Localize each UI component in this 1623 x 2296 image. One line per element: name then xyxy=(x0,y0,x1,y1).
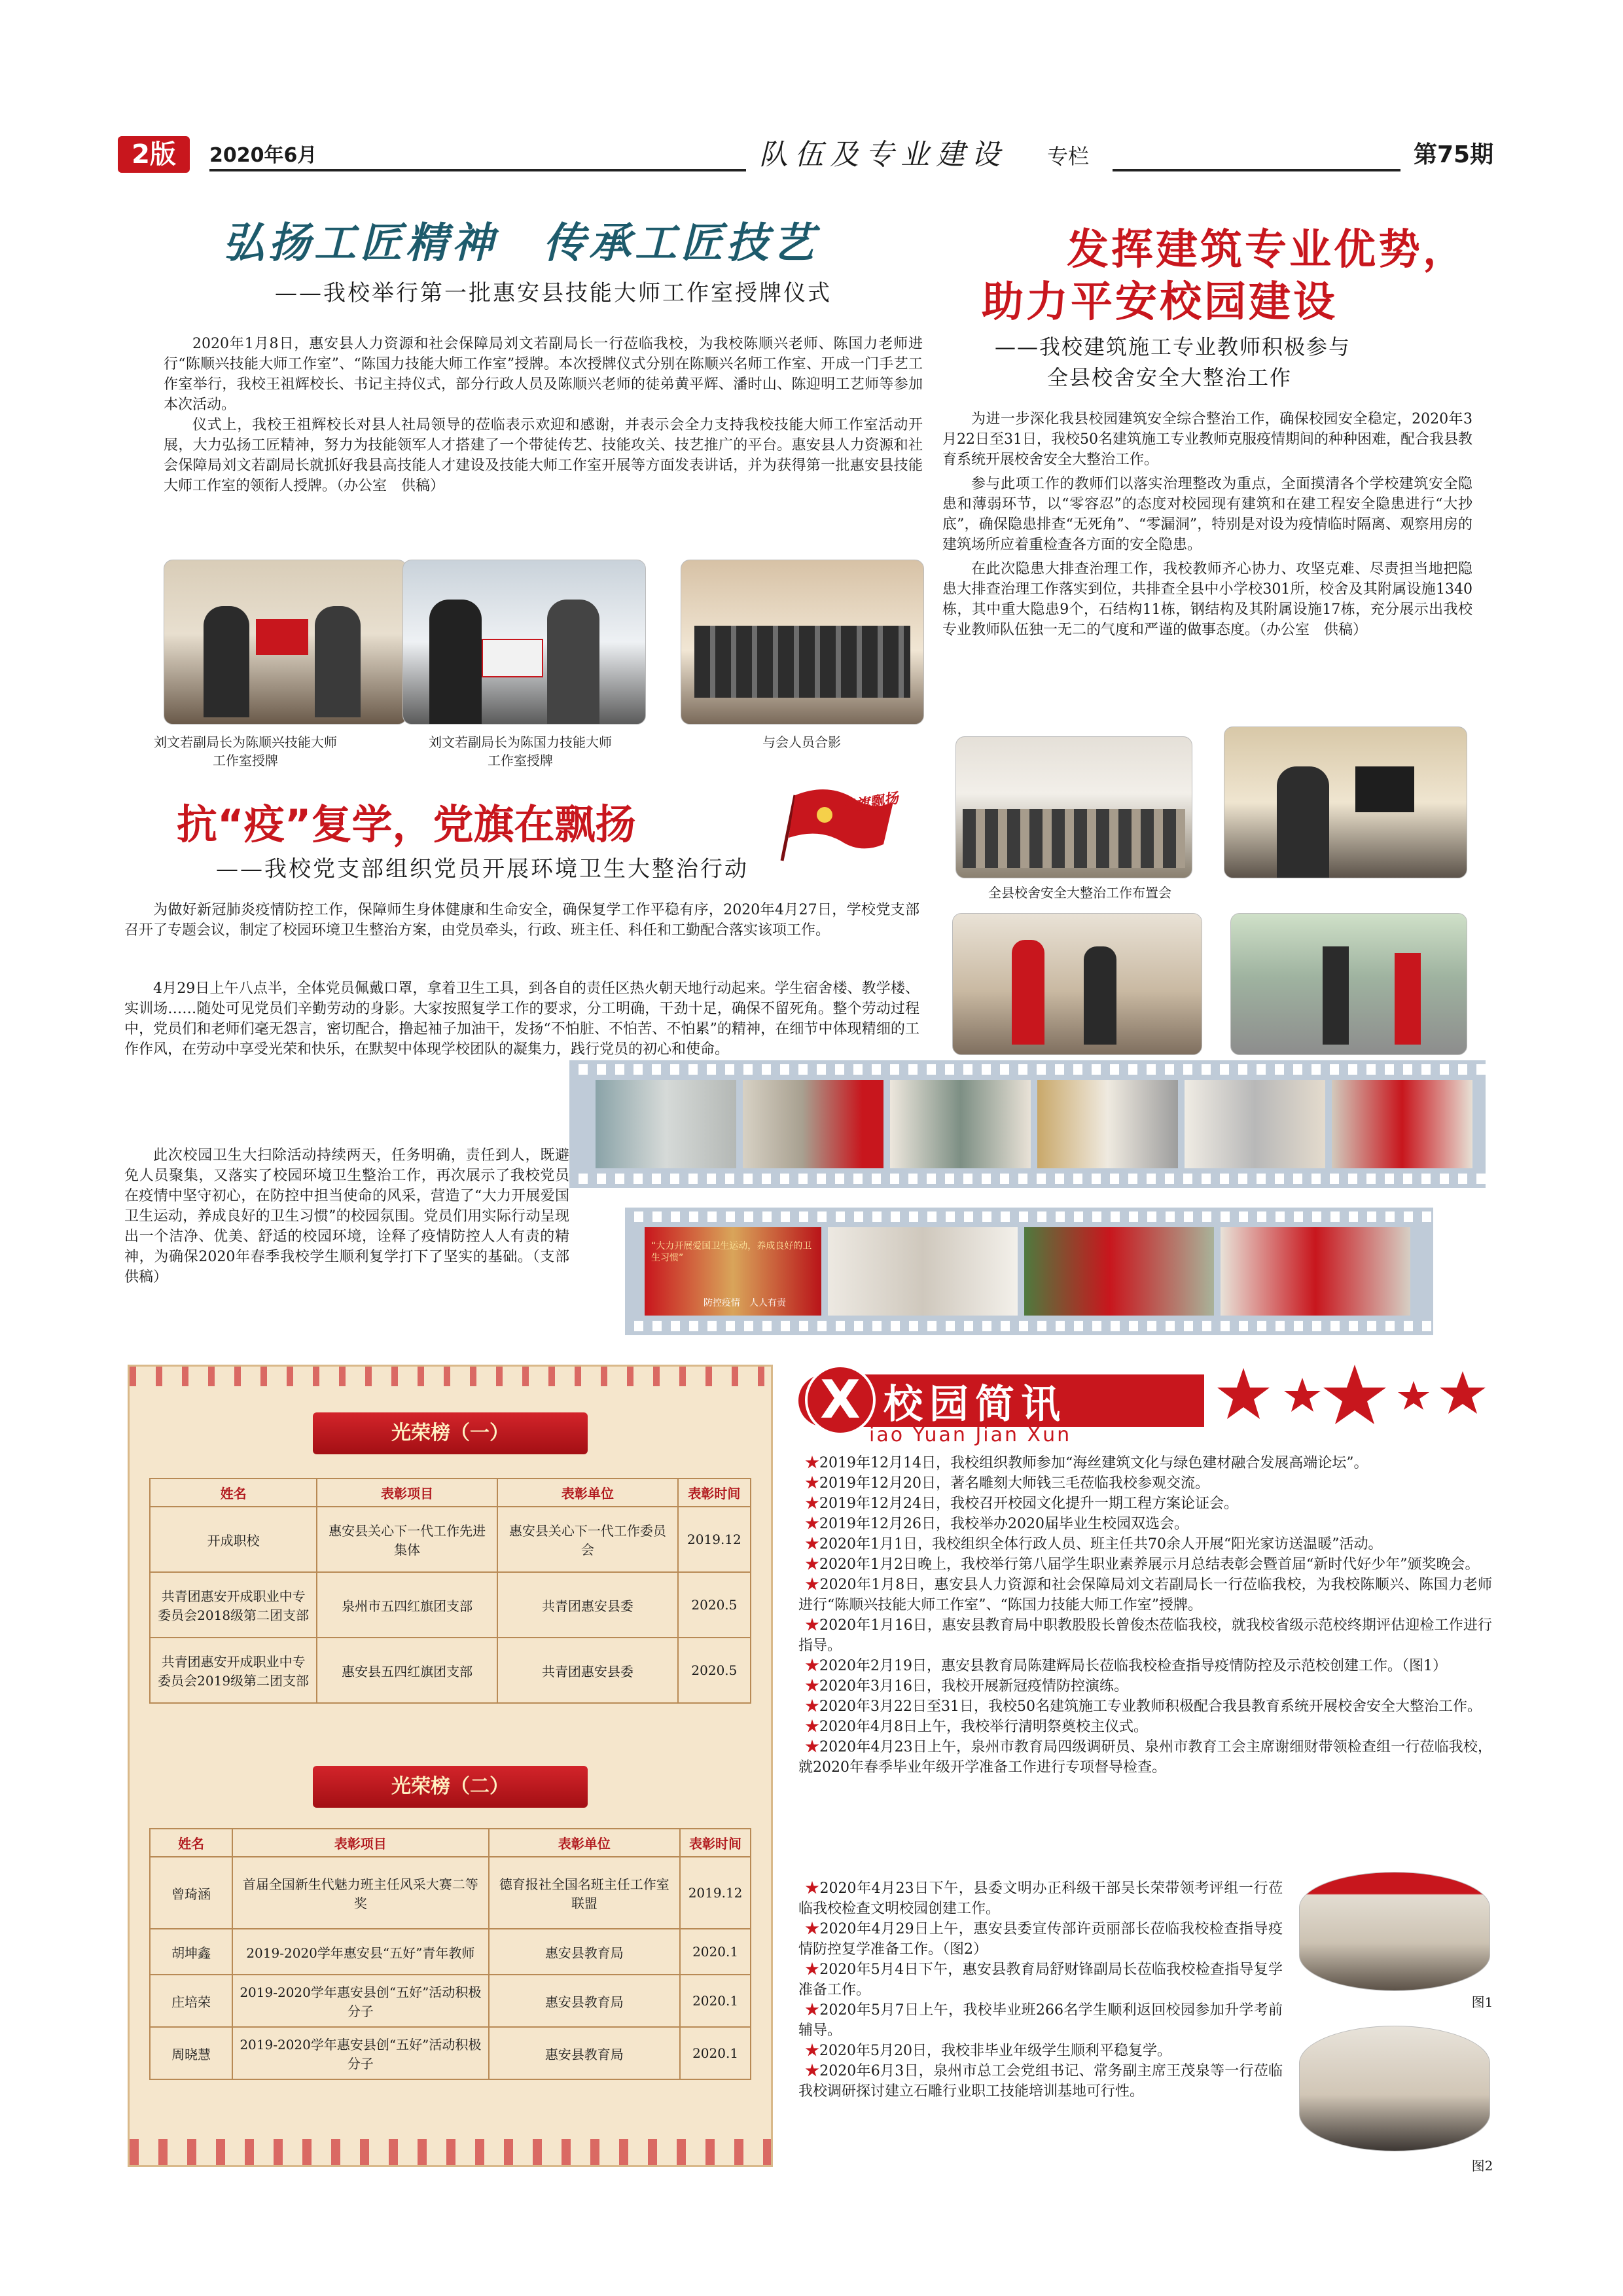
film-frame xyxy=(1185,1080,1325,1168)
figure-label: 图2 xyxy=(1471,2158,1493,2174)
honor-table-2 xyxy=(149,1828,751,2080)
star-icon: ★ xyxy=(805,1739,820,1755)
film-strip-2 xyxy=(625,1208,1433,1335)
article2-body xyxy=(942,409,1472,640)
cell: 德育报社全国名班主任工作室联盟 xyxy=(489,1857,681,1929)
star-icon: ★ xyxy=(805,2063,820,2079)
photo-site-inspection-1 xyxy=(952,913,1202,1055)
cell: 胡坤鑫 xyxy=(150,1929,232,1975)
news-logo-letter: X xyxy=(805,1365,876,1435)
cell: 惠安县教育局 xyxy=(489,1929,681,1975)
cell: 惠安县关心下一代工作先进集体 xyxy=(317,1507,497,1572)
article3-body-top xyxy=(124,900,919,941)
article3-body-col xyxy=(124,978,919,1060)
honor-ribbon-1: 光荣榜（一） xyxy=(313,1412,588,1454)
cell: 2020.1 xyxy=(680,1929,751,1975)
news-item: ★2020年1月1日，我校组织全体行政人员、班主任共70余人开展“阳光家访送温暖”活动。 xyxy=(805,1536,1383,1552)
news-item: ★2020年5月20日，我校非毕业年级学生顺利平稳复学。 xyxy=(805,2043,1171,2059)
issue-number: 第75期 xyxy=(1414,141,1494,168)
col-header: 姓名 xyxy=(150,1829,232,1857)
article2-subtitle-line1: ——我校建筑施工专业教师积极参与 xyxy=(995,334,1351,359)
cell: 庄培荣 xyxy=(150,1975,232,2027)
caption: 刘文若副局长为陈顺兴技能大师工作室授牌 xyxy=(154,734,337,768)
news-pinyin: iao Yuan Jian Xun xyxy=(869,1424,1072,1446)
cell: 2019-2020学年惠安县创“五好”活动积极分子 xyxy=(232,2027,488,2079)
star-icon: ★ xyxy=(805,1577,820,1593)
film-frame xyxy=(890,1080,1031,1168)
stars-decoration xyxy=(130,1367,771,1386)
star-icon: ★ xyxy=(805,1475,820,1492)
star-icon: ★ xyxy=(805,1880,820,1897)
cell: 2020.5 xyxy=(678,1572,751,1638)
cell: 惠安县关心下一代工作委员会 xyxy=(497,1507,678,1572)
banner-slogan: 防控疫情 人人有责 xyxy=(704,1298,786,1308)
cell: 惠安县教育局 xyxy=(489,2027,681,2079)
honor-ribbon-2: 光荣榜（二） xyxy=(313,1766,588,1808)
article2-subtitle-line2: 全县校舍安全大整治工作 xyxy=(1047,365,1293,390)
photo-chen-guoli-award xyxy=(402,560,646,725)
paragraph: 2020年1月8日，惠安县人力资源和社会保障局刘文若副局长一行莅临我校，为我校陈顺兴老师、陈国力老师进行“陈顺兴技能大师工作室”、“陈国力技能大师工作室”授牌。本次授牌仪式分别在陈顺兴名师工作室、开成一门手艺工作室举行，我校王祖辉校长、书记主持仪式，部分行政人员及陈顺兴老师的徒弟黄平辉、潘时山、陈迎明工艺师等参加本次活动。 xyxy=(164,336,923,413)
cell: 2019.12 xyxy=(678,1507,751,1572)
news-item: ★2019年12月20日，著名雕刻大师钱三毛莅临我校参观交流。 xyxy=(805,1475,1209,1492)
col-header: 表彰时间 xyxy=(680,1829,751,1857)
film-frame xyxy=(645,1227,821,1316)
star-icon: ★ xyxy=(805,2002,820,2018)
caption: 刘文若副局长为陈国力技能大师工作室授牌 xyxy=(429,734,612,768)
news-item: ★2020年3月16日，我校开展新冠疫情防控演练。 xyxy=(805,1678,1128,1695)
news-header xyxy=(798,1361,1505,1446)
news-item: ★2020年3月22日至31日，我校50名建筑施工专业教师积极配合我县教育系统开展校舍安全大整治工作。 xyxy=(805,1698,1482,1715)
edition-badge: 2版 xyxy=(118,136,190,173)
caption: 与会人员合影 xyxy=(762,734,841,750)
cell: 惠安县五四红旗团支部 xyxy=(317,1638,497,1703)
cell: 首届全国新生代魅力班主任风采大赛二等奖 xyxy=(232,1857,488,1929)
cell: 2019-2020学年惠安县创“五好”活动积极分子 xyxy=(232,1975,488,2027)
article1-body xyxy=(164,334,923,496)
column-suffix: 专栏 xyxy=(1047,144,1090,169)
star-icon: ★ xyxy=(805,1496,820,1512)
film-strip-1 xyxy=(569,1060,1486,1188)
cell: 共青团惠安县委 xyxy=(497,1572,678,1638)
paragraph: 此次校园卫生大扫除活动持续两天，任务明确，责任到人，既避免人员聚集，又落实了校园环境卫生整治工作，再次展示了我校党员在疫情中坚守初心，在防控中担当使命的风采，营造了“大力开展爱国卫生运动，养成良好的卫生习惯”的校园氛围。党员们用实际行动呈现出一个洁净、优美、舒适的校园环境，诠释了疫情防控人人有责的精神，为确保2020年春季我校学生顺利复学打下了坚实的基础。（支部 供稿） xyxy=(124,1147,584,1285)
film-frame xyxy=(1024,1227,1214,1316)
star-icon: ★ xyxy=(805,1617,820,1634)
article2-title-line2: 助力平安校园建设 xyxy=(982,278,1338,327)
flag-calligraphy: 党旗飘扬 xyxy=(840,789,900,817)
paragraph: 为做好新冠肺炎疫情防控工作，保障师生身体健康和生命安全，确保复学工作平稳有序，2020年4月27日，学校党支部召开了专题会议，制定了校园环境卫生整治方案，由党员牵头，行政、班主任、科任和工勤配合落实该项工作。 xyxy=(124,902,919,939)
photo-figure-1 xyxy=(1299,1872,1490,1991)
star-icon: ★ xyxy=(805,1962,820,1978)
cell: 开成职校 xyxy=(150,1507,317,1572)
figure-label: 图1 xyxy=(1471,1994,1493,2010)
cell: 2019.12 xyxy=(680,1857,751,1929)
table-row xyxy=(150,1572,751,1638)
photo-site-inspection-2 xyxy=(1230,913,1467,1055)
news-item: ★2020年4月23日下午，县委文明办正科级干部吴长荣带领考评组一行莅临我校检查文明校园创建工作。 xyxy=(798,1880,1283,1917)
news-item: ★2020年6月3日，泉州市总工会党组书记、常务副主席王茂泉等一行莅临我校调研探讨建立石雕行业职工技能培训基地可行性。 xyxy=(798,2063,1283,2100)
cell: 泉州市五四红旗团支部 xyxy=(317,1572,497,1638)
photo-group xyxy=(681,560,924,725)
header-rule-left xyxy=(209,169,746,171)
table-row xyxy=(150,1857,751,1929)
cell: 2020.1 xyxy=(680,1975,751,2027)
col-header: 表彰项目 xyxy=(232,1829,488,1857)
cell: 共青团惠安县委 xyxy=(497,1638,678,1703)
star-icon: ★ xyxy=(805,1556,820,1573)
table-row xyxy=(150,1975,751,2027)
banner-slogan: “大力开展爱国卫生运动，养成良好的卫生习惯” xyxy=(651,1241,812,1263)
col-header: 表彰单位 xyxy=(489,1829,681,1857)
issue-date: 2020年6月 xyxy=(209,144,317,167)
star-icon: ★ xyxy=(805,1455,820,1471)
page-header xyxy=(118,131,1505,177)
film-frame xyxy=(828,1227,1018,1316)
news-item: ★2020年5月4日下午，惠安县教育局舒财锋副局长莅临我校检查指导复学准备工作。 xyxy=(798,1962,1283,1998)
article2-title-line1: 发挥建筑专业优势， xyxy=(1067,225,1467,274)
cell: 惠安县教育局 xyxy=(489,1975,681,2027)
cell: 周晓慧 xyxy=(150,2027,232,2079)
stars-decoration xyxy=(130,2139,771,2165)
news-item: ★2020年4月29日上午，惠安县委宣传部许贡丽部长莅临我校检查指导疫情防控复学准备工作。（图2） xyxy=(798,1921,1283,1958)
table-row xyxy=(150,2027,751,2079)
news-item: ★2020年2月19日，惠安县教育局陈建辉局长莅临我校检查指导疫情防控及示范校创建工作。（图1） xyxy=(805,1658,1447,1674)
news-item: ★2020年5月7日上午，我校毕业班266名学生顺利返回校园参加升学考前辅导。 xyxy=(798,2002,1283,2039)
table-row xyxy=(150,1507,751,1572)
news-item: ★2019年12月14日，我校组织教师参加“海丝建筑文化与绿色建材融合发展高端论坛”。 xyxy=(805,1455,1368,1471)
news-title: 校园简讯 xyxy=(883,1382,1067,1427)
cell: 2020.5 xyxy=(678,1638,751,1703)
cell: 2020.1 xyxy=(680,2027,751,2079)
star-icon: ★ xyxy=(805,1536,820,1552)
paragraph: 仪式上，我校王祖辉校长对县人社局领导的莅临表示欢迎和感谢，并表示会全力支持我校技能大师工作室活动开展，大力弘扬工匠精神，努力为技能领军人才搭建了一个带徒传艺、技能攻关、技艺推广的平台。惠安县人力资源和社会保障局刘文若副局长就抓好我县高技能人才建设及技能大师工作室开展等方面发表讲话，并为获得第一批惠安县技能大师工作室的领衔人授牌。（办公室 供稿） xyxy=(164,417,923,494)
header-rule-right xyxy=(1113,169,1400,171)
cell: 共青团惠安开成职业中专委员会2018级第二团支部 xyxy=(150,1572,317,1638)
col-header: 表彰单位 xyxy=(497,1479,678,1507)
article3-title: 抗“疫”复学，党旗在飘扬 xyxy=(177,800,636,848)
film-frame xyxy=(1221,1227,1410,1316)
honor-table-1 xyxy=(149,1478,751,1704)
star-icon: ★ xyxy=(805,1678,820,1695)
news-item: ★2020年4月8日上午，我校举行清明祭奠校主仪式。 xyxy=(805,1719,1148,1735)
col-header: 表彰时间 xyxy=(678,1479,751,1507)
star-icon: ★ xyxy=(805,1719,820,1735)
star-icon: ★ xyxy=(805,1658,820,1674)
star-icon: ★ xyxy=(805,1921,820,1937)
article3-subtitle: ——我校党支部组织党员开展环境卫生大整治行动 xyxy=(216,856,749,882)
cell: 2019-2020学年惠安县“五好”青年教师 xyxy=(232,1929,488,1975)
star-icon: ★ xyxy=(805,2043,820,2059)
news-item: ★2019年12月26日，我校举办2020届毕业生校园双选会。 xyxy=(805,1516,1188,1532)
paragraph: 参与此项工作的教师们以落实治理整改为重点，全面摸清各个学校建筑安全隐患和薄弱环节，以“零容忍”的态度对校园现有建筑和在建工程安全隐患进行“大抄底”，确保隐患排查“无死角”、“零漏洞”，特别是对设为疫情临时隔离、观察用房的建筑场所应着重检查各方面的安全隐患。 xyxy=(942,476,1472,553)
photo-safety-meeting-1 xyxy=(955,736,1192,878)
film-frame xyxy=(743,1080,883,1168)
table-row xyxy=(150,1929,751,1975)
news-list xyxy=(798,1453,1492,1778)
cell: 曾琦涵 xyxy=(150,1857,232,1929)
paragraph: 为进一步深化我县校园建筑安全综合整治工作，确保校园安全稳定，2020年3月22日至31日，我校50名建筑施工专业教师克服疫情期间的种种困难，配合我县教育系统开展校舍安全大整治工作。 xyxy=(942,411,1472,468)
star-icon: ★ xyxy=(805,1516,820,1532)
honor-board xyxy=(128,1365,773,2167)
film-frame xyxy=(1037,1080,1178,1168)
news-item: ★2019年12月24日，我校召开校园文化提升一期工程方案论证会。 xyxy=(805,1496,1238,1512)
col-header: 姓名 xyxy=(150,1479,317,1507)
news-item: ★2020年1月16日，惠安县教育局中职教股股长曾俊杰莅临我校，就我校省级示范校终期评估迎检工作进行指导。 xyxy=(798,1617,1492,1654)
article1-subtitle: ——我校举行第一批惠安县技能大师工作室授牌仪式 xyxy=(275,280,832,306)
column-title: 队伍及专业建设 xyxy=(759,138,1007,171)
party-flag-icon xyxy=(769,782,900,867)
stars-decoration xyxy=(1217,1361,1499,1433)
caption: 全县校舍安全大整治工作布置会 xyxy=(988,885,1171,901)
paragraph: 4月29日上午八点半，全体党员佩戴口罩，拿着卫生工具，到各自的责任区热火朝天地行动起来。学生宿舍楼、教学楼、实训场……随处可见党员们辛勤劳动的身影。大家按照复学工作的要求，分工明确，干劲十足，确保不留死角。整个劳动过程中，党员们和老师们毫无怨言，密切配合，撸起袖子加油干，发扬“不怕脏、不怕苦、不怕累”的精神，在细节中体现精细的工作作风，在劳动中享受光荣和快乐，在默契中体现学校团队的凝集力，践行党员的初心和使命。 xyxy=(124,980,919,1058)
photo-figure-2 xyxy=(1299,2026,1490,2151)
article3-body-bottom xyxy=(124,1145,584,1287)
paragraph: 在此次隐患大排查治理工作，我校教师齐心协力、攻坚克难、尽责担当地把隐患大排查治理工作落实到位，共排查全县中小学校301所，校舍及其附属设施1340栋，其中重大隐患9个，石结构11栋，钢结构及其附属设施17栋，充分展示出我校专业教师队伍独一无二的气度和严谨的做事态度。（办公室 供稿） xyxy=(942,561,1472,638)
film-frame xyxy=(1332,1080,1472,1168)
film-frame xyxy=(596,1080,736,1168)
news-list-narrow xyxy=(798,1878,1283,2102)
star-icon: ★ xyxy=(805,1698,820,1715)
article1-title: 弘扬工匠精神 传承工匠技艺 xyxy=(223,219,818,268)
news-item: ★2020年4月23日上午，泉州市教育局四级调研员、泉州市教育工会主席谢细财带领检查组一行莅临我校，就2020年春季毕业年级开学准备工作进行专项督导检查。 xyxy=(798,1739,1492,1776)
news-item: ★2020年1月2日晚上，我校举行第八届学生职业素养展示月总结表彰会暨首届“新时代好少年”颁奖晚会。 xyxy=(805,1556,1480,1573)
photo-chen-shunxing-award xyxy=(164,560,407,725)
table-row xyxy=(150,1638,751,1703)
cell: 共青团惠安开成职业中专委员会2019级第二团支部 xyxy=(150,1638,317,1703)
col-header: 表彰项目 xyxy=(317,1479,497,1507)
photo-safety-meeting-2 xyxy=(1224,726,1467,878)
news-item: ★2020年1月8日，惠安县人力资源和社会保障局刘文若副局长一行莅临我校，为我校陈顺兴、陈国力老师进行“陈顺兴技能大师工作室”、“陈国力技能大师工作室”授牌。 xyxy=(798,1577,1492,1613)
